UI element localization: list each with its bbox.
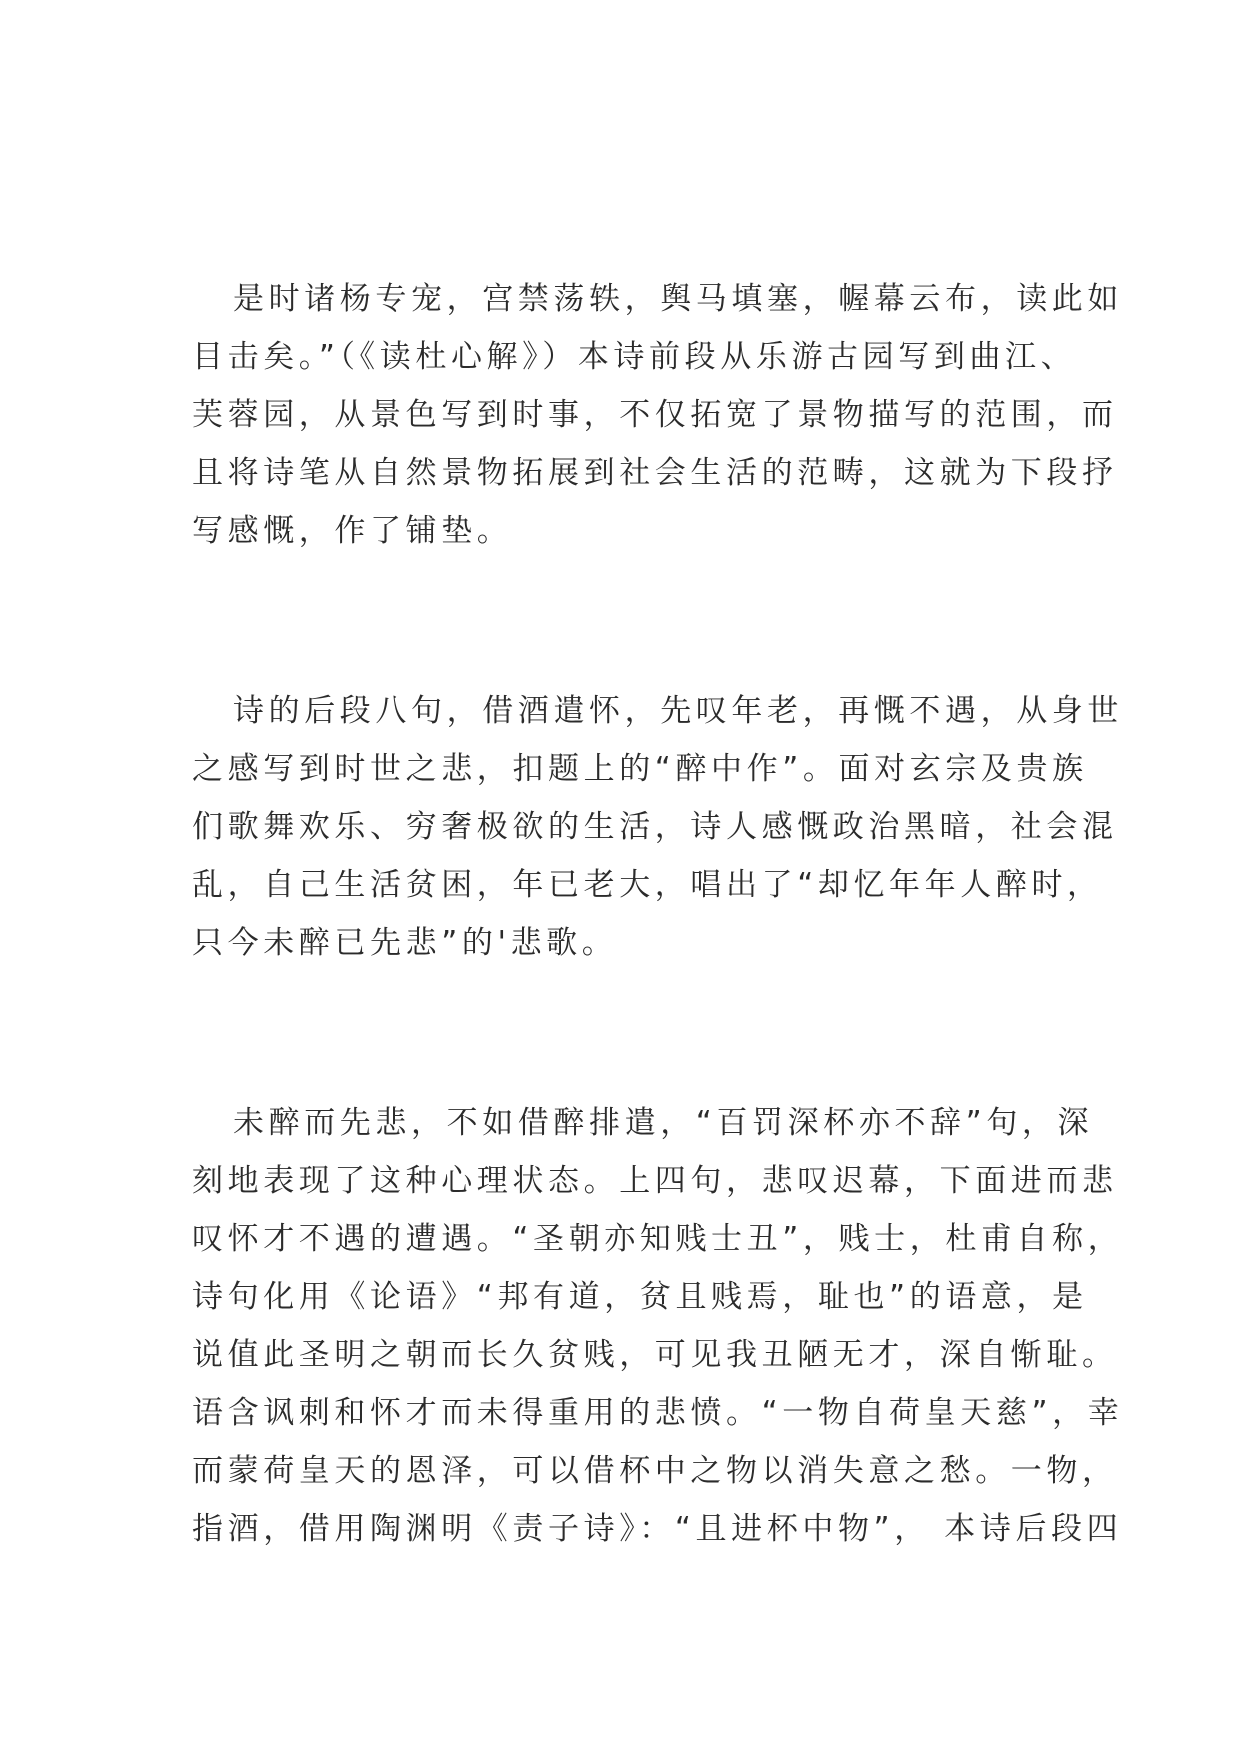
text-line: 诗的后段八句，借酒遣怀，先叹年老，再慨不遇，从身世	[233, 693, 1123, 729]
paragraph-3	[192, 1094, 1124, 1558]
text-line: 之感写到时世之悲，扣题上的“醉中作”。面对玄宗及贵族	[192, 751, 1088, 787]
text-line: 且将诗笔从自然景物拓展到社会生活的范畴，这就为下段抒	[192, 455, 1118, 491]
text-line: 是时诸杨专宠，宫禁荡轶，舆马填塞，幄幕云布，读此如	[233, 281, 1123, 317]
text-line: 而蒙荷皇天的恩泽，可以借杯中之物以消失意之愁。一物，	[192, 1453, 1118, 1489]
text-line: 们歌舞欢乐、穷奢极欲的生活，诗人感慨政治黑暗，社会混	[192, 809, 1118, 845]
text-line: 语含讽刺和怀才而未得重用的悲愤。“一物自荷皇天慈”，幸	[192, 1395, 1124, 1431]
text-line: 未醉而先悲，不如借醉排遣，“百罚深杯亦不辞”句，深	[233, 1105, 1094, 1141]
text-line: 刻地表现了这种心理状态。上四句，悲叹迟幕，下面进而悲	[192, 1163, 1118, 1199]
text-line: 目击矣。”（《读杜心解》）本诗前段从乐游古园写到曲江、	[192, 339, 1077, 375]
paragraph-2	[192, 682, 1123, 972]
text-line: 只今未醉已先悲”的'悲歌。	[192, 925, 618, 961]
text-line: 叹怀才不遇的遭遇。“圣朝亦知贱士丑”，贱士，杜甫自称，	[192, 1221, 1124, 1257]
text-line: 写感慨，作了铺垫。	[192, 513, 513, 549]
text-line: 诗句化用《论语》“邦有道，贫且贱焉，耻也”的语意，是	[192, 1279, 1088, 1315]
paragraph-1	[192, 270, 1123, 560]
text-line: 乱，自己生活贫困，年已老大，唱出了“却忆年年人醉时，	[192, 867, 1103, 903]
text-line: 芙蓉园，从景色写到时事，不仅拓宽了景物描写的范围，而	[192, 397, 1118, 433]
text-line: 说值此圣明之朝而长久贫贱，可见我丑陋无才，深自惭耻。	[192, 1337, 1118, 1373]
text-line: 指酒，借用陶渊明《责子诗》：“且进杯中物”， 本诗后段四	[192, 1511, 1123, 1547]
